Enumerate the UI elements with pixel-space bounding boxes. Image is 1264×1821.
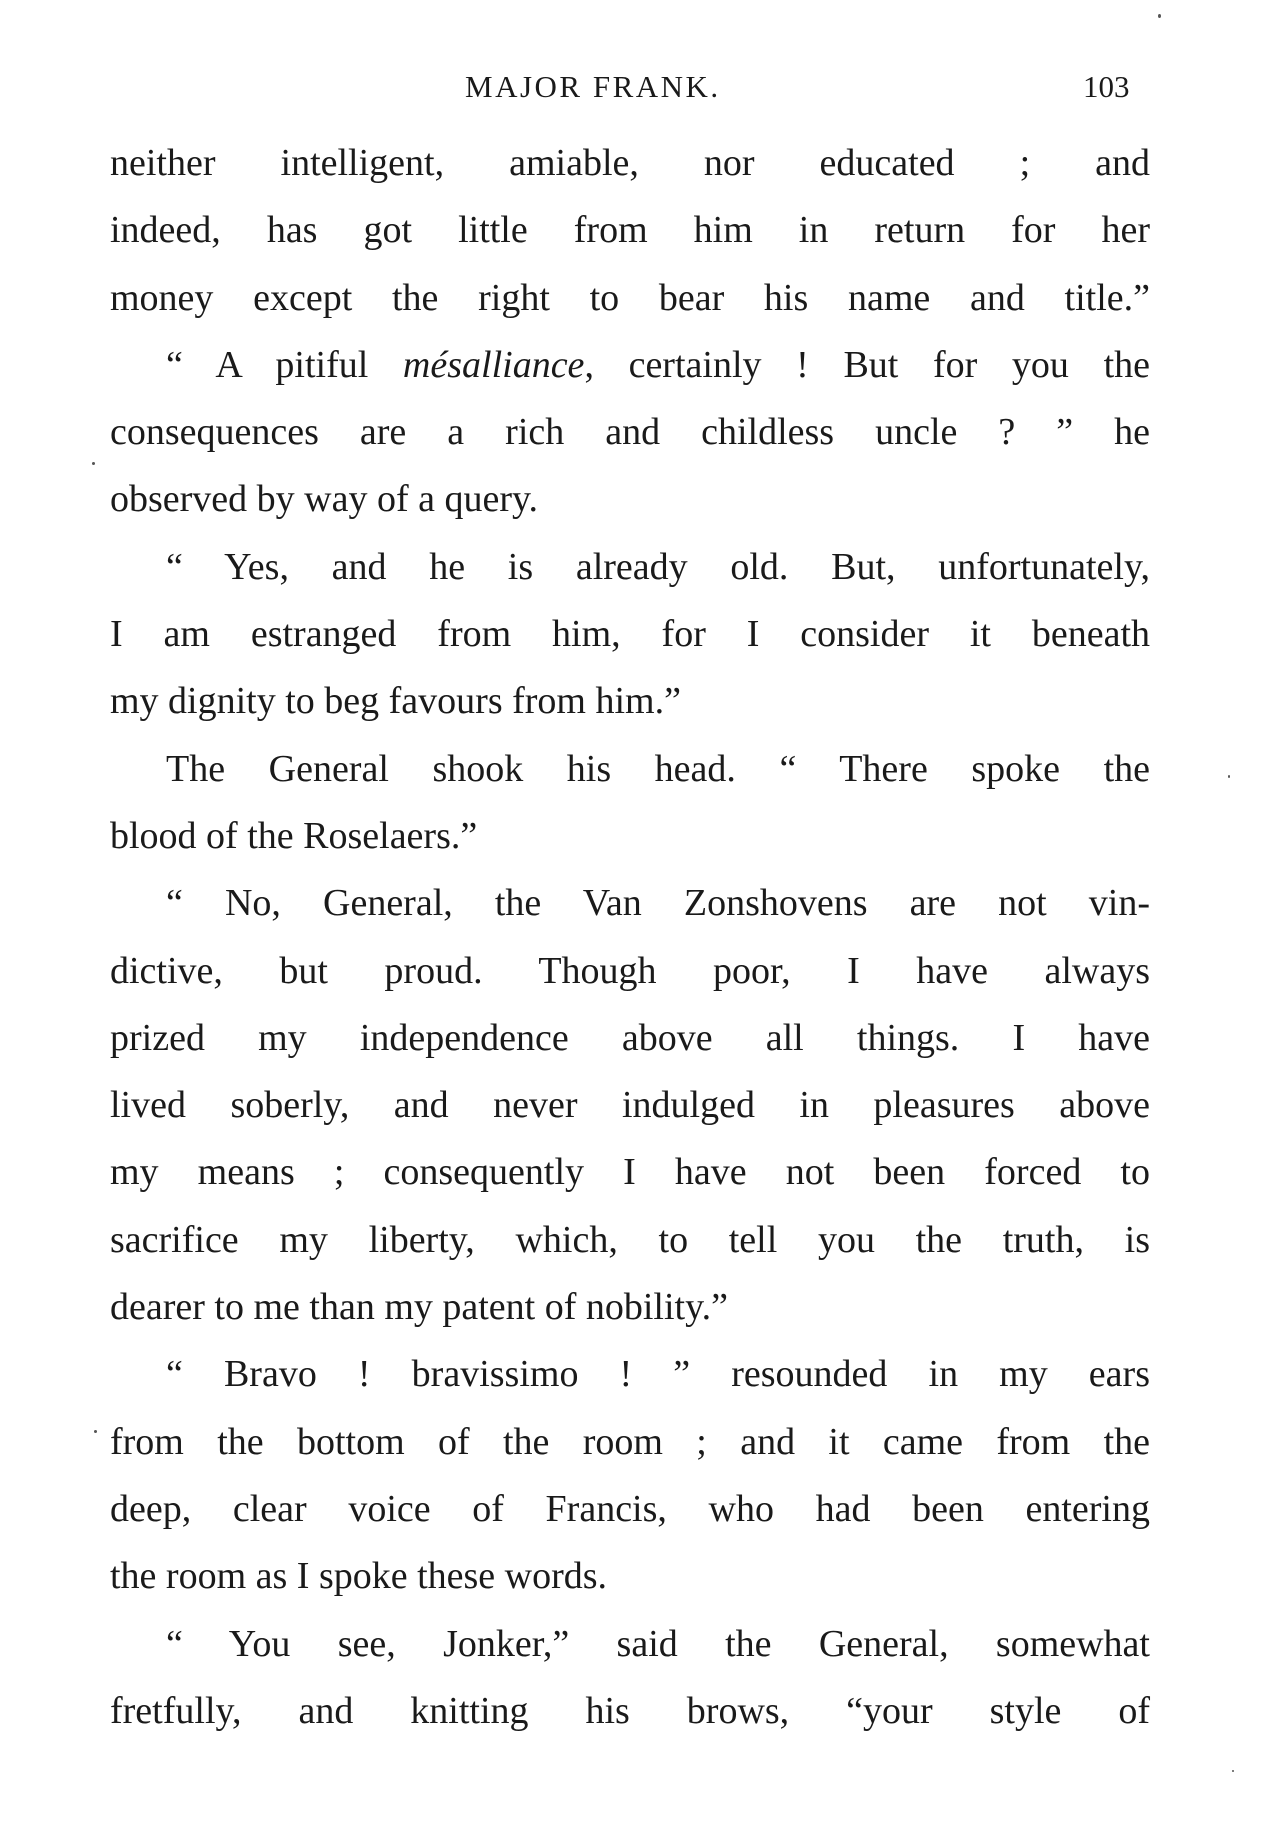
text-line-15: lived soberly, and never indulged in pleasures above — [110, 1084, 1150, 1127]
text-line-23: “ You see, Jonker,” said the General, somewhat — [166, 1622, 1150, 1665]
paper-speck — [1158, 14, 1161, 18]
text-line-6: observed by way of a query. — [110, 478, 539, 521]
text-line-7: “ Yes, and he is already old. But, unfortunately, — [166, 545, 1150, 588]
text-line-20: from the bottom of the room ; and it came from the — [110, 1420, 1150, 1463]
text-line-1: neither intelligent, amiable, nor educated ; and — [110, 142, 1150, 184]
text-line-5: consequences are a rich and childless uncle ? ” he — [110, 411, 1150, 454]
text-line-4-after: , certainly ! But for you the — [584, 343, 1150, 386]
text-line-4 — [110, 332, 1150, 399]
text-line-10: The General shook his head. “ There spoke the — [166, 747, 1150, 790]
running-head — [0, 62, 1264, 112]
text-line-22: the room as I spoke these words. — [110, 1555, 608, 1598]
text-line-3: money except the right to bear his name and title.” — [110, 276, 1150, 319]
text-line-8: I am estranged from him, for I consider it beneath — [110, 613, 1150, 656]
text-line-19: “ Bravo ! bravissimo ! ” resounded in my ears — [166, 1353, 1150, 1396]
text-line-24: fretfully, and knitting his brows, “your style of — [110, 1689, 1150, 1732]
running-title: MAJOR FRANK. — [465, 69, 721, 104]
text-line-17: sacrifice my liberty, which, to tell you the truth, is — [110, 1218, 1150, 1261]
page-number: 103 — [1083, 69, 1130, 104]
text-line-13: dictive, but proud. Though poor, I have always — [110, 949, 1150, 992]
text-line-4-before: “ A pitiful — [166, 343, 403, 386]
paper-speck — [1232, 1770, 1234, 1772]
text-line-14: prized my independence above all things. I have — [110, 1016, 1150, 1059]
text-line-2: indeed, has got little from him in return for her — [110, 209, 1150, 252]
paper-speck — [92, 462, 95, 465]
text-line-18: dearer to me than my patent of nobility.” — [110, 1286, 729, 1329]
paper-speck — [1228, 775, 1230, 778]
text-line-16: my means ; consequently I have not been forced to — [110, 1151, 1150, 1194]
text-line-11: blood of the Roselaers.” — [110, 814, 478, 857]
italic-word-mesalliance: mésalliance — [402, 343, 585, 386]
text-line-9: my dignity to beg favours from him.” — [110, 680, 681, 723]
text-line-21: deep, clear voice of Francis, who had been entering — [110, 1487, 1150, 1530]
body-text — [110, 130, 1150, 1745]
text-line-12: “ No, General, the Van Zonshovens are not vin- — [166, 882, 1150, 925]
paper-speck — [94, 1430, 97, 1433]
